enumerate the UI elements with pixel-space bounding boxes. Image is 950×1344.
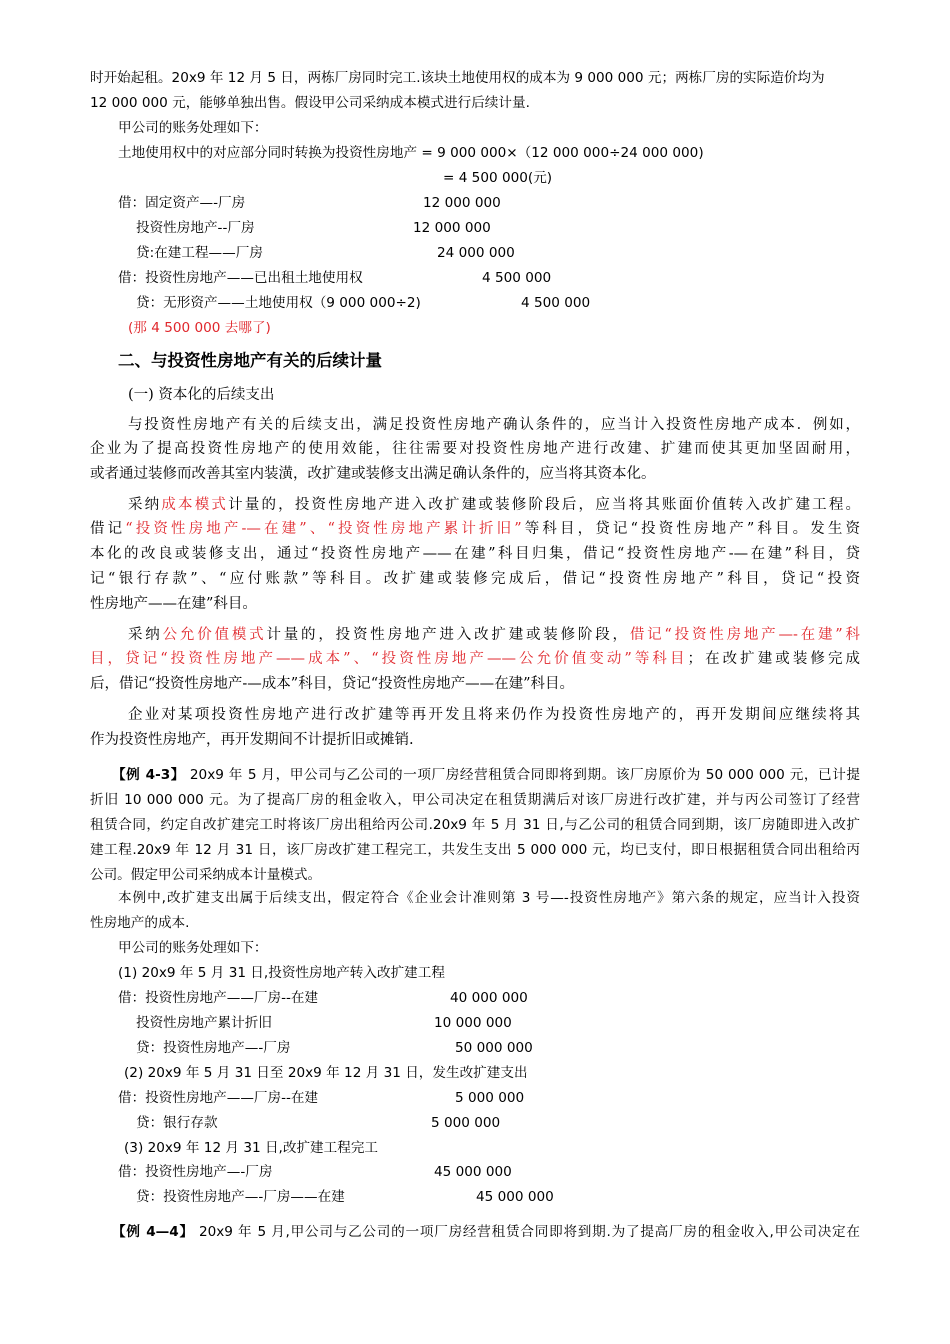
paragraph-line: 性房地产——在建”科目。 (90, 596, 257, 612)
example-4-3-line: 建工程.20x9 年 12 月 31 日，该厂房改扩建工程完工，共发生支出 5 000 000 元，均已支付，即日根据租赁合同出租给丙 (90, 842, 860, 858)
intro-line-4: 土地使用权中的对应部分同时转换为投资性房地产 = 9 000 000×（12 000 000÷24 000 000) (118, 145, 704, 161)
step-2: (2) 20x9 年 5 月 31 日至 20x9 年 12 月 31 日，发生改扩建支出 (124, 1065, 528, 1081)
entry-text: 借：投资性房地产——已出租土地使用权 (118, 270, 363, 286)
entry-amount: 12 000 000 (423, 195, 501, 211)
entry-amount: 12 000 000 (413, 220, 491, 236)
paragraph-line: 记“银行存款”、“应付账款”等科目。改扩建或装修完成后，借记“投资性房地产”科目，贷记“投资 (90, 571, 860, 587)
entry-amount: 4 500 000 (482, 270, 552, 286)
entry-text: 贷:在建工程——厂房 (136, 245, 263, 261)
intro-line-3: 甲公司的账务处理如下： (118, 120, 268, 136)
intro-line-2: 12 000 000 元，能够单独出售。假设甲公司采纳成本模式进行后续计量. (90, 95, 530, 111)
paragraph-line: 采纳成本模式计量的，投资性房地产进入改扩建或装修阶段后，应当将其账面价值转入改扩建工程。 (128, 497, 861, 513)
example-label: 【例 4-3】 (112, 767, 185, 783)
example-label: 【例 4—4】 (112, 1224, 194, 1240)
example-4-3-line: 【例 4-3】 20x9 年 5 月，甲公司与乙公司的一项厂房经营租赁合同即将到期。该厂房原价为 50 000 000 元，已计提 (112, 767, 860, 783)
entry-text: 投资性房地产累计折旧 (136, 1015, 272, 1031)
entry-amount: 45 000 000 (476, 1189, 554, 1205)
entry-text: 借：投资性房地产——厂房--在建 (118, 990, 319, 1006)
paragraph-line: 借记“投资性房地产-—在建”、“投资性房地产累计折旧”等科目，贷记“投资性房地产”科目。发生资 (90, 521, 860, 537)
entry-text: 借：固定资产—-厂房 (118, 195, 246, 211)
example-4-3-line: 折旧 10 000 000 元。为了提高厂房的租金收入，甲公司决定在租赁期满后对该厂房进行改扩建，并与丙公司签订了经营 (90, 792, 860, 808)
entry-amount: 5 000 000 (431, 1115, 501, 1131)
red-note: (那 4 500 000 去哪了) (128, 320, 271, 336)
paragraph-line: 目，贷记“投资性房地产——成本”、“投资性房地产——公允价值变动”等科目；在改扩建或装修完成 (90, 651, 861, 667)
entry-text: 贷：无形资产——土地使用权（9 000 000÷2) (136, 295, 421, 311)
paragraph-line: 与投资性房地产有关的后续支出，满足投资性房地产确认条件的，应当计入投资性房地产成本．例如， (128, 417, 860, 433)
example-4-3-note: 本例中,改扩建支出属于后续支出，假定符合《企业会计准则第 3 号—-投资性房地产》第六条的规定，应当计入投资 (118, 890, 860, 906)
entry-amount: 24 000 000 (437, 245, 515, 261)
example-4-3-note: 性房地产的成本. (90, 915, 190, 931)
subsection-heading: (一) 资本化的后续支出 (128, 387, 275, 403)
paragraph-line: 作为投资性房地产，再开发期间不计提折旧或摊销. (90, 732, 414, 748)
entry-amount: 4 500 000 (521, 295, 591, 311)
paragraph-line: 采纳公允价值模式计量的，投资性房地产进入改扩建或装修阶段，借记“投资性房地产—-在建”科 (128, 627, 861, 643)
section-heading: 二、与投资性房地产有关的后续计量 (118, 351, 382, 370)
intro-line-5: = 4 500 000(元) (443, 170, 553, 186)
intro-line-1: 时开始起租。20x9 年 12 月 5 日，两栋厂房同时完工.该块土地使用权的成本为 9 000 000 元；两栋厂房的实际造价均为 (90, 70, 825, 86)
example-4-3-treatment: 甲公司的账务处理如下： (118, 940, 268, 956)
entry-text: 贷：投资性房地产—-厂房——在建 (136, 1189, 345, 1205)
entry-amount: 10 000 000 (434, 1015, 512, 1031)
entry-amount: 5 000 000 (455, 1090, 525, 1106)
entry-text: 贷：投资性房地产—-厂房 (136, 1040, 291, 1056)
paragraph-line: 后，借记“投资性房地产-—成本”科目，贷记“投资性房地产——在建”科目。 (90, 676, 575, 692)
entry-text: 投资性房地产--厂房 (136, 220, 255, 236)
example-4-3-line: 租赁合同，约定自改扩建完工时将该厂房出租给丙公司.20x9 年 5 月 31 日,与乙公司的租赁合同到期，该厂房随即进入改扩 (90, 817, 860, 833)
paragraph-line: 本化的改良或装修支出，通过“投资性房地产——在建”科目归集，借记“投资性房地产-—在建”科目，贷 (90, 546, 860, 562)
paragraph-line: 或者通过装修而改善其室内装潢，改扩建或装修支出满足确认条件的，应当将其资本化。 (90, 466, 656, 482)
entry-amount: 45 000 000 (434, 1164, 512, 1180)
step-3: (3) 20x9 年 12 月 31 日,改扩建工程完工 (124, 1140, 379, 1156)
entry-text: 借：投资性房地产—-厂房 (118, 1164, 273, 1180)
entry-text: 贷：银行存款 (136, 1115, 218, 1131)
entry-amount: 40 000 000 (450, 990, 528, 1006)
example-4-4-line: 【例 4—4】 20x9 年 5 月,甲公司与乙公司的一项厂房经营租赁合同即将到期.为了提高厂房的租金收入,甲公司决定在 (112, 1224, 861, 1240)
paragraph-line: 企业为了提高投资性房地产的使用效能，往往需要对投资性房地产进行改建、扩建而使其更加坚固耐用， (90, 441, 860, 457)
entry-amount: 50 000 000 (455, 1040, 533, 1056)
paragraph-line: 企业对某项投资性房地产进行改扩建等再开发且将来仍作为投资性房地产的，再开发期间应继续将其 (128, 707, 860, 723)
example-4-3-line: 公司。假定甲公司采纳成本计量模式。 (90, 867, 322, 883)
step-1: (1) 20x9 年 5 月 31 日,投资性房地产转入改扩建工程 (118, 965, 445, 981)
entry-text: 借：投资性房地产——厂房--在建 (118, 1090, 319, 1106)
